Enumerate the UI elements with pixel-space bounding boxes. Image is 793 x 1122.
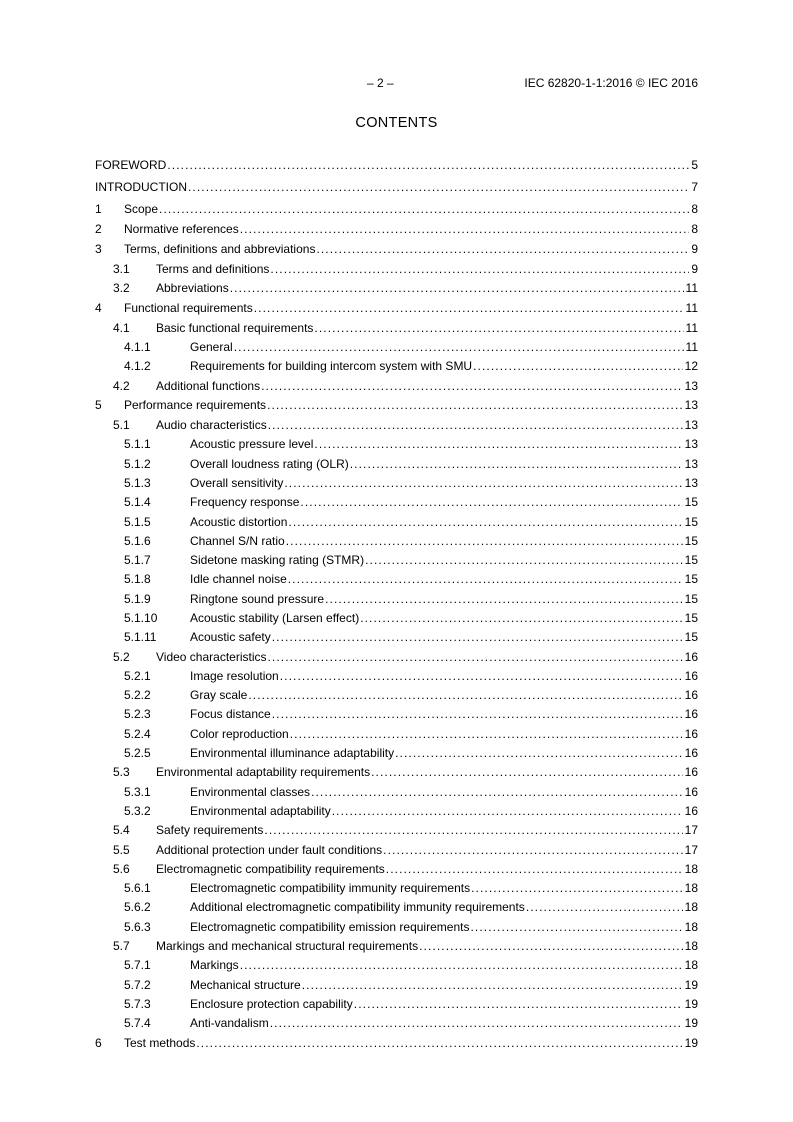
toc-entry[interactable] — [95, 532, 698, 551]
toc-entry-number: 3 — [95, 241, 102, 256]
toc-entry-number: 5.3.1 — [124, 784, 151, 799]
toc-entry-title: Acoustic distortion — [190, 514, 288, 529]
toc-entry-title: Environmental classes — [190, 784, 311, 799]
toc-entry-page: 15 — [684, 572, 698, 587]
dot-leader — [167, 156, 689, 175]
toc-entry[interactable] — [95, 377, 698, 396]
toc-entry-number: 5.3.2 — [124, 803, 151, 818]
toc-entry-number: 5.2.3 — [124, 707, 151, 722]
dot-leader — [471, 879, 683, 898]
toc-entry-page: 11 — [685, 281, 698, 296]
dot-leader — [196, 1034, 682, 1053]
toc-entry-number: 2 — [95, 221, 102, 236]
toc-entry[interactable] — [95, 178, 698, 197]
toc-entry[interactable] — [95, 338, 698, 357]
toc-entry-title: Video characteristics — [156, 649, 267, 664]
toc-entry-number: 5.1 — [113, 418, 130, 433]
toc-entry[interactable] — [95, 879, 698, 898]
dot-leader — [234, 338, 684, 357]
toc-entry-title: Image resolution — [190, 668, 279, 683]
toc-entry[interactable] — [95, 802, 698, 821]
toc-entry[interactable] — [95, 725, 698, 744]
dot-leader — [365, 551, 683, 570]
toc-entry[interactable] — [95, 319, 698, 338]
toc-entry[interactable] — [95, 648, 698, 667]
toc-entry-title: Acoustic safety — [190, 630, 271, 645]
toc-entry-number: 5.2 — [113, 649, 130, 664]
toc-entry[interactable] — [95, 860, 698, 879]
toc-entry-title: Acoustic stability (Larsen effect) — [190, 611, 360, 625]
toc-entry[interactable] — [95, 1014, 698, 1033]
toc-entry-number: 5.1.8 — [124, 572, 151, 587]
toc-entry[interactable] — [95, 240, 698, 259]
toc-entry-page: 16 — [684, 688, 698, 703]
dot-leader — [325, 590, 683, 609]
toc-entry-title: Safety requirements — [156, 823, 264, 838]
toc-entry-number: 5.6.1 — [124, 881, 151, 896]
toc-entry[interactable] — [95, 220, 698, 239]
toc-entry-title: Enclosure protection capability — [190, 996, 353, 1011]
dot-leader — [284, 474, 682, 493]
toc-entry-page: 13 — [684, 418, 698, 433]
toc-entry-number: 4.1 — [113, 320, 130, 335]
toc-entry-number: 5.1.7 — [124, 553, 151, 568]
page-header — [95, 76, 698, 92]
toc-entry-title: Overall loudness rating (OLR) — [190, 456, 349, 471]
toc-entry-page: 18 — [684, 958, 698, 973]
toc-entry-title: Overall sensitivity — [190, 475, 284, 490]
toc-entry-page: 8 — [691, 201, 698, 216]
toc-entry-page: 11 — [685, 340, 698, 355]
toc-entry-number: 4.1.2 — [124, 359, 151, 374]
dot-leader — [314, 435, 682, 454]
toc-entry-number: 5.2.4 — [124, 726, 151, 741]
toc-entry[interactable] — [95, 763, 698, 782]
toc-entry-title: Audio characteristics — [156, 418, 267, 433]
dot-leader — [254, 299, 684, 318]
toc-entry-number: 5.2.1 — [124, 668, 151, 683]
toc-entry-page: 16 — [684, 765, 698, 780]
toc-entry-number: 5.6 — [113, 861, 130, 876]
toc-entry-page: 19 — [684, 1016, 698, 1031]
dot-leader — [332, 802, 683, 821]
toc-entry[interactable] — [95, 357, 698, 376]
toc-entry-title: Terms, definitions and abbreviations — [124, 241, 316, 256]
toc-entry-title: Abbreviations — [156, 281, 229, 296]
toc-entry-title: Idle channel noise — [190, 572, 287, 587]
toc-entry-number: 5.5 — [113, 842, 130, 857]
toc-entry[interactable] — [95, 995, 698, 1014]
toc-entry[interactable] — [95, 841, 698, 860]
toc-entry-page: 18 — [684, 861, 698, 876]
dot-leader — [311, 783, 683, 802]
toc-entry-number: 5.7.4 — [124, 1016, 151, 1031]
toc-entry-number: 1 — [95, 201, 102, 216]
toc-entry[interactable] — [95, 299, 698, 318]
toc-entry-number: 3.2 — [113, 281, 130, 296]
toc-entry-title: Environmental adaptability — [190, 803, 331, 818]
toc-entry-page: 15 — [684, 553, 698, 568]
toc-entry-page: 13 — [684, 456, 698, 471]
toc-entry-number: 5.1.10 — [124, 611, 158, 625]
dot-leader — [470, 918, 682, 937]
toc-entry-title: General — [190, 340, 233, 355]
dot-leader — [290, 725, 683, 744]
dot-leader — [268, 648, 683, 667]
dot-leader — [268, 416, 683, 435]
toc-entry-number: 5.1.9 — [124, 591, 151, 606]
toc-entry-page: 16 — [684, 649, 698, 664]
toc-entry-page: 16 — [684, 707, 698, 722]
toc-entry[interactable] — [95, 455, 698, 474]
toc-entry-title: Scope — [124, 201, 159, 216]
toc-entry[interactable] — [95, 493, 698, 512]
toc-entry[interactable] — [95, 279, 698, 298]
dot-leader — [264, 821, 682, 840]
toc-entry-number: 5.1.3 — [124, 475, 151, 490]
toc-entry-number: 5.1.2 — [124, 456, 151, 471]
toc-entry[interactable] — [95, 260, 698, 279]
toc-entry-page: 15 — [684, 630, 698, 645]
dot-leader — [272, 628, 683, 647]
toc-entry-title: Markings — [190, 958, 239, 973]
toc-entry-page: 16 — [684, 803, 698, 818]
toc-entry-page: 15 — [684, 533, 698, 548]
toc-entry-number: 3.1 — [113, 262, 130, 277]
toc-entry-number: 5.3 — [113, 765, 130, 780]
toc-entry-number: 4 — [95, 300, 102, 315]
toc-entry[interactable] — [95, 551, 698, 570]
toc-entry[interactable] — [95, 396, 698, 415]
toc-entry-number: 5.1.4 — [124, 495, 151, 510]
toc-entry-page: 16 — [684, 726, 698, 741]
dot-leader — [188, 178, 689, 197]
dot-leader — [473, 357, 683, 376]
toc-entry[interactable] — [95, 937, 698, 956]
toc-entry-number: 5.1.5 — [124, 514, 151, 529]
dot-leader — [386, 860, 683, 879]
dot-leader — [267, 396, 683, 415]
toc-entry-title: Basic functional requirements — [156, 320, 314, 335]
dot-leader — [261, 377, 683, 396]
contents-title: CONTENTS — [355, 115, 438, 131]
toc-entry-page: 13 — [684, 397, 698, 412]
toc-entry-page: 15 — [684, 611, 698, 625]
toc-entry[interactable] — [95, 628, 698, 647]
dot-leader — [371, 763, 683, 782]
toc-entry-number: 5.7.1 — [124, 958, 151, 973]
dot-leader — [314, 319, 683, 338]
toc-entry-number: 5.1.11 — [124, 630, 157, 645]
toc-entry[interactable] — [95, 416, 698, 435]
dot-leader — [526, 898, 683, 917]
toc-entry-number: 4.1.1 — [124, 340, 151, 355]
dot-leader — [288, 570, 683, 589]
toc-entry-title: Color reproduction — [190, 726, 289, 741]
toc-entry-page: 17 — [684, 842, 698, 857]
dot-leader — [316, 240, 689, 259]
dot-leader — [240, 956, 683, 975]
dot-leader — [302, 976, 683, 995]
toc-entry-page: 9 — [691, 241, 698, 256]
toc-entry-page: 18 — [684, 900, 698, 915]
toc-entry-page: 13 — [684, 378, 698, 393]
toc-entry-page: 18 — [684, 881, 698, 896]
toc-entry-title: Requirements for building intercom system with SMU — [190, 359, 473, 374]
toc-entry-title: Electromagnetic compatibility immunity requirements — [190, 881, 471, 896]
toc-entry-title: Channel S/N ratio — [190, 533, 285, 548]
toc-entry-number: 5.1.1 — [124, 437, 151, 452]
toc-entry-title: Normative references — [124, 221, 239, 236]
toc-entry-page: 18 — [684, 919, 698, 934]
toc-entry-title: Functional requirements — [124, 300, 253, 315]
toc-entry-title: Acoustic pressure level — [190, 437, 314, 452]
toc-entry-number: 5.7.3 — [124, 996, 151, 1011]
toc-entry-number: 5.2.5 — [124, 746, 151, 761]
toc-entry[interactable] — [95, 667, 698, 686]
toc-entry[interactable] — [95, 156, 698, 175]
toc-entry-title: Frequency response — [190, 495, 300, 510]
toc-entry-page: 11 — [685, 320, 698, 335]
toc-entry-page: 16 — [684, 746, 698, 761]
toc-entry-number: 6 — [95, 1035, 102, 1050]
toc-entry[interactable] — [95, 686, 698, 705]
toc-entry-title: Terms and definitions — [156, 262, 270, 277]
dot-leader — [230, 279, 684, 298]
dot-leader — [350, 455, 683, 474]
toc-entry[interactable] — [95, 1034, 698, 1053]
toc-entry-page: 13 — [684, 437, 698, 452]
table-of-contents — [95, 156, 698, 1054]
toc-entry-number: 5.7.2 — [124, 977, 151, 992]
toc-entry-title: Anti-vandalism — [190, 1016, 269, 1031]
dot-leader — [159, 200, 689, 219]
dot-leader — [300, 493, 682, 512]
toc-entry-title: FOREWORD — [95, 158, 167, 172]
dot-leader — [360, 609, 682, 628]
toc-entry-title: Environmental adaptability requirements — [156, 765, 371, 780]
toc-entry-page: 5 — [691, 158, 698, 172]
toc-entry[interactable] — [95, 609, 698, 628]
toc-entry-page: 7 — [691, 179, 698, 194]
toc-entry-page: 19 — [684, 977, 698, 992]
dot-leader — [240, 220, 690, 239]
toc-entry-page: 18 — [684, 939, 698, 954]
toc-entry[interactable] — [95, 976, 698, 995]
toc-entry[interactable] — [95, 744, 698, 763]
dot-leader — [395, 744, 683, 763]
dot-leader — [286, 532, 683, 551]
toc-entry-title: Environmental illuminance adaptability — [190, 746, 395, 761]
toc-entry-number: 5.1.6 — [124, 533, 151, 548]
toc-entry-title: Electromagnetic compatibility requirements — [156, 861, 385, 876]
toc-entry-page: 13 — [684, 475, 698, 490]
toc-entry-number: 5.6.3 — [124, 919, 151, 934]
toc-entry-title: INTRODUCTION — [95, 179, 187, 194]
dot-leader — [419, 937, 683, 956]
toc-entry-title: Test methods — [124, 1035, 196, 1050]
dot-leader — [272, 705, 683, 724]
toc-entry-title: Electromagnetic compatibility emission requirements — [190, 919, 470, 934]
document-reference: IEC 62820-1-1:2016 © IEC 2016 — [524, 76, 698, 90]
toc-entry-title: Additional functions — [156, 378, 261, 393]
dot-leader — [270, 1014, 683, 1033]
toc-entry-number: 5.7 — [113, 939, 130, 954]
dot-leader — [280, 667, 683, 686]
toc-entry-page: 15 — [684, 495, 698, 510]
toc-entry-title: Ringtone sound pressure — [190, 591, 325, 606]
dot-leader — [248, 686, 682, 705]
toc-entry-page: 8 — [691, 221, 698, 236]
toc-entry-title: Performance requirements — [124, 397, 267, 412]
toc-entry-page: 11 — [685, 300, 698, 315]
toc-entry-number: 5 — [95, 397, 102, 412]
toc-entry-title: Additional protection under fault conditions — [156, 842, 383, 857]
toc-entry[interactable] — [95, 821, 698, 840]
toc-entry-page: 16 — [684, 668, 698, 683]
toc-entry-title: Focus distance — [190, 707, 271, 722]
dot-leader — [354, 995, 683, 1014]
toc-entry[interactable] — [95, 898, 698, 917]
toc-entry[interactable] — [95, 200, 698, 219]
toc-entry[interactable] — [95, 590, 698, 609]
toc-entry[interactable] — [95, 435, 698, 454]
toc-entry-page: 19 — [684, 996, 698, 1011]
dot-leader — [288, 513, 682, 532]
toc-entry-number: 4.2 — [113, 378, 130, 393]
toc-entry-page: 19 — [684, 1035, 698, 1050]
toc-entry-title: Sidetone masking rating (STMR) — [190, 553, 365, 568]
dot-leader — [270, 260, 689, 279]
toc-entry[interactable] — [95, 705, 698, 724]
dot-leader — [383, 841, 682, 860]
toc-entry-page: 9 — [691, 262, 698, 277]
toc-entry[interactable] — [95, 783, 698, 802]
page-number: – 2 – — [367, 76, 394, 90]
toc-entry-number: 5.2.2 — [124, 688, 151, 703]
toc-entry-number: 5.4 — [113, 823, 130, 838]
toc-entry-title: Mechanical structure — [190, 977, 301, 992]
toc-entry-page: 17 — [684, 823, 698, 838]
toc-entry-title: Markings and mechanical structural requirements — [156, 939, 419, 954]
toc-entry-number: 5.6.2 — [124, 900, 151, 915]
toc-entry[interactable] — [95, 513, 698, 532]
toc-entry-page: 16 — [684, 784, 698, 799]
toc-entry-title: Gray scale — [190, 688, 248, 703]
toc-entry[interactable] — [95, 474, 698, 493]
toc-entry-title: Additional electromagnetic compatibility immunity requirements — [190, 900, 525, 915]
toc-entry-page: 12 — [684, 359, 698, 374]
toc-entry-page: 15 — [684, 591, 698, 606]
toc-entry[interactable] — [95, 956, 698, 975]
toc-entry-page: 15 — [684, 514, 698, 529]
toc-entry[interactable] — [95, 570, 698, 589]
toc-entry[interactable] — [95, 918, 698, 937]
